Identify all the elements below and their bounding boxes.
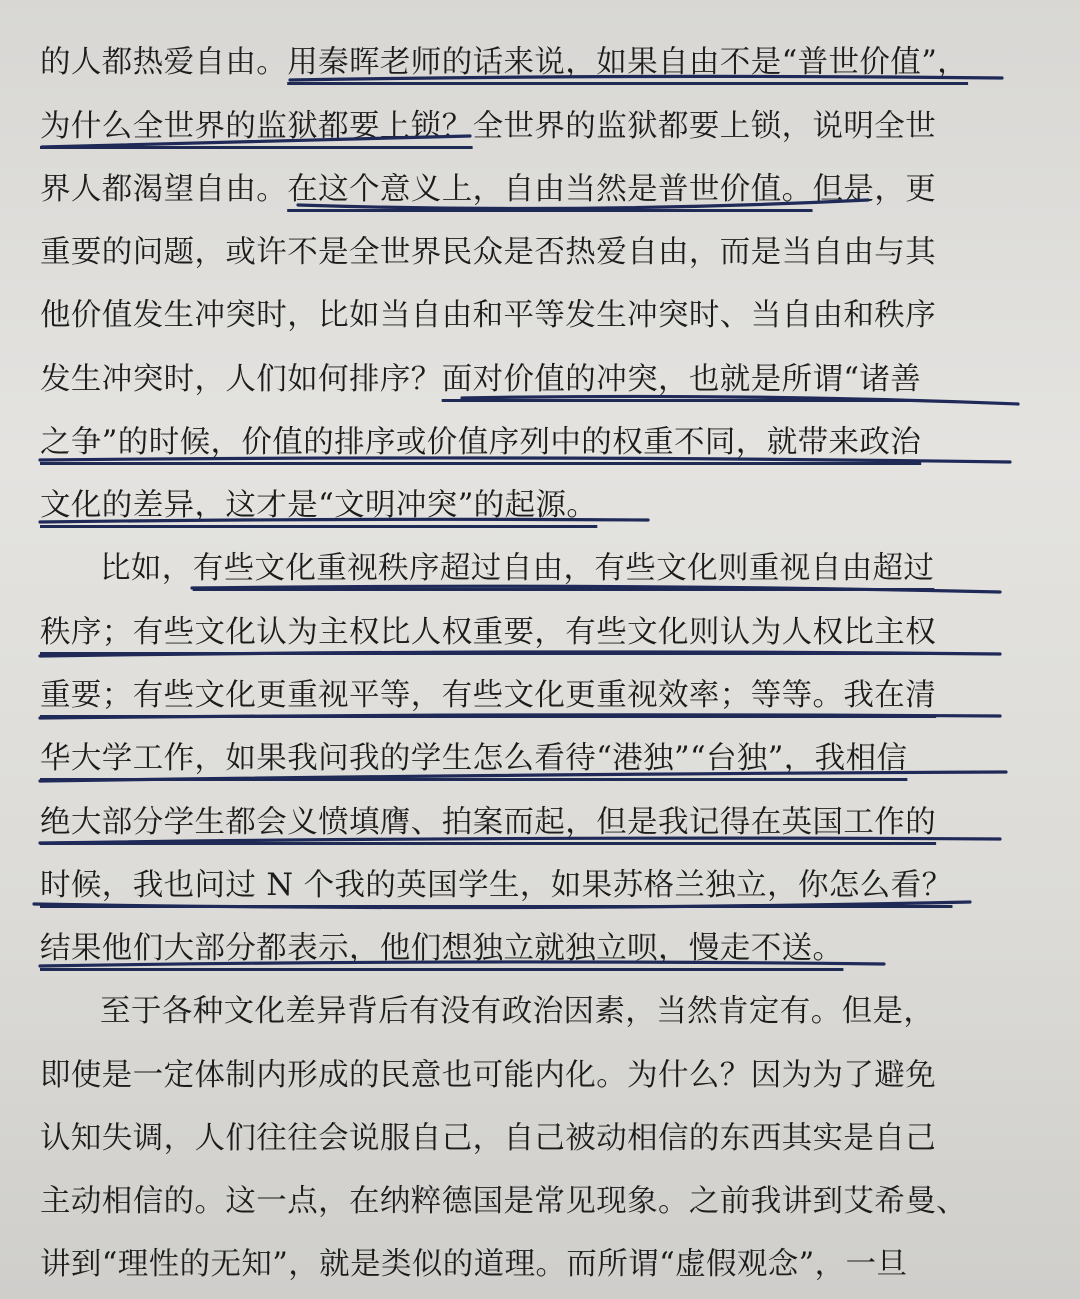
line-19-plain: 主动相信的。这一点，在纳粹德国是常见现象。之前我讲到艾希曼、 (40, 1184, 967, 1219)
line-20-plain: 讲到“理性的无知”，就是类似的道理。而所谓“虚假观念”，一旦 (40, 1247, 908, 1282)
line-9-plain: 比如， (100, 551, 193, 586)
line-11-underlined: 重要；有些文化更重视平等，有些文化更重视效率；等等。我在清 (40, 678, 937, 713)
text-line-4 (40, 222, 1005, 284)
line-12-underlined: 华大学工作，如果我问我的学生怎么看待“港独”“台独”，我相信 (40, 741, 908, 776)
text-line-5 (40, 285, 1005, 347)
line-6-underlined: 面对价值的冲突，也就是所谓“诸善 (441, 362, 922, 397)
text-line-6 (40, 349, 1005, 411)
line-4-plain: 重要的问题，或许不是全世界民众是否热爱自由，而是当自由与其 (40, 235, 937, 270)
text-line-1 (40, 32, 1005, 94)
line-8-underlined: 文化的差异，这才是“文明冲突”的起源。 (40, 488, 598, 523)
text-line-3 (40, 159, 1005, 221)
text-line-7 (40, 412, 1005, 474)
text-line-14 (40, 855, 1005, 917)
line-2-tail: 全世界的监狱都要上锁，说明全世 (472, 109, 937, 144)
line-6-plain: 发生冲突时，人们如何排序？ (40, 362, 442, 397)
text-line-18 (40, 1108, 1005, 1170)
text-line-9 (100, 538, 1000, 600)
text-line-10 (40, 602, 1005, 664)
line-10-underlined: 秩序；有些文化认为主权比人权重要，有些文化则认为人权比主权 (40, 615, 937, 650)
line-7-underlined: 之争”的时候，价值的排序或价值序列中的权重不同，就带来政治 (40, 425, 922, 460)
line-5-plain: 他价值发生冲突时，比如当自由和平等发生冲突时、当自由和秩序 (40, 298, 937, 333)
line-13-underlined: 绝大部分学生都会义愤填膺、拍案而起，但是我记得在英国工作的 (40, 805, 937, 840)
text-line-2 (40, 96, 1005, 158)
text-line-19 (40, 1171, 1005, 1233)
line-1-underlined: 用秦晖老师的话来说，如果自由不是“普世价值”， (287, 45, 969, 80)
text-line-15 (40, 918, 1005, 980)
text-line-12 (40, 728, 1005, 790)
line-3-underlined: 在这个意义上，自由当然是普世价值。 (287, 172, 813, 207)
line-2-underlined: 为什么全世界的监狱都要上锁？ (40, 109, 473, 144)
text-line-17 (40, 1045, 1005, 1107)
text-line-16 (100, 981, 1000, 1043)
line-3-plain: 界人都渴望自由。 (40, 172, 288, 207)
text-line-11 (40, 665, 1005, 727)
line-15-underlined: 结果他们大部分都表示，他们想独立就独立呗，慢走不送。 (40, 931, 844, 966)
line-17-plain: 即使是一定体制内形成的民意也可能内化。为什么？因为为了避免 (40, 1058, 937, 1093)
line-1-plain: 的人都热爱自由。 (40, 45, 288, 80)
line-16-plain: 至于各种文化差异背后有没有政治因素，当然肯定有。但是， (100, 994, 935, 1029)
line-14-underlined: 时候，我也问过 N 个我的英国学生，如果苏格兰独立，你怎么看？ (40, 868, 953, 903)
line-3-tail: 但是，更 (812, 172, 937, 207)
line-18-plain: 认知失调，人们往往会说服自己，自己被动相信的东西其实是自己 (40, 1121, 937, 1156)
text-line-13 (40, 792, 1005, 854)
text-line-20 (40, 1234, 1005, 1296)
line-9-underlined: 有些文化重视秩序超过自由，有些文化则重视自由超过 (192, 551, 935, 586)
text-line-8 (40, 475, 1005, 537)
